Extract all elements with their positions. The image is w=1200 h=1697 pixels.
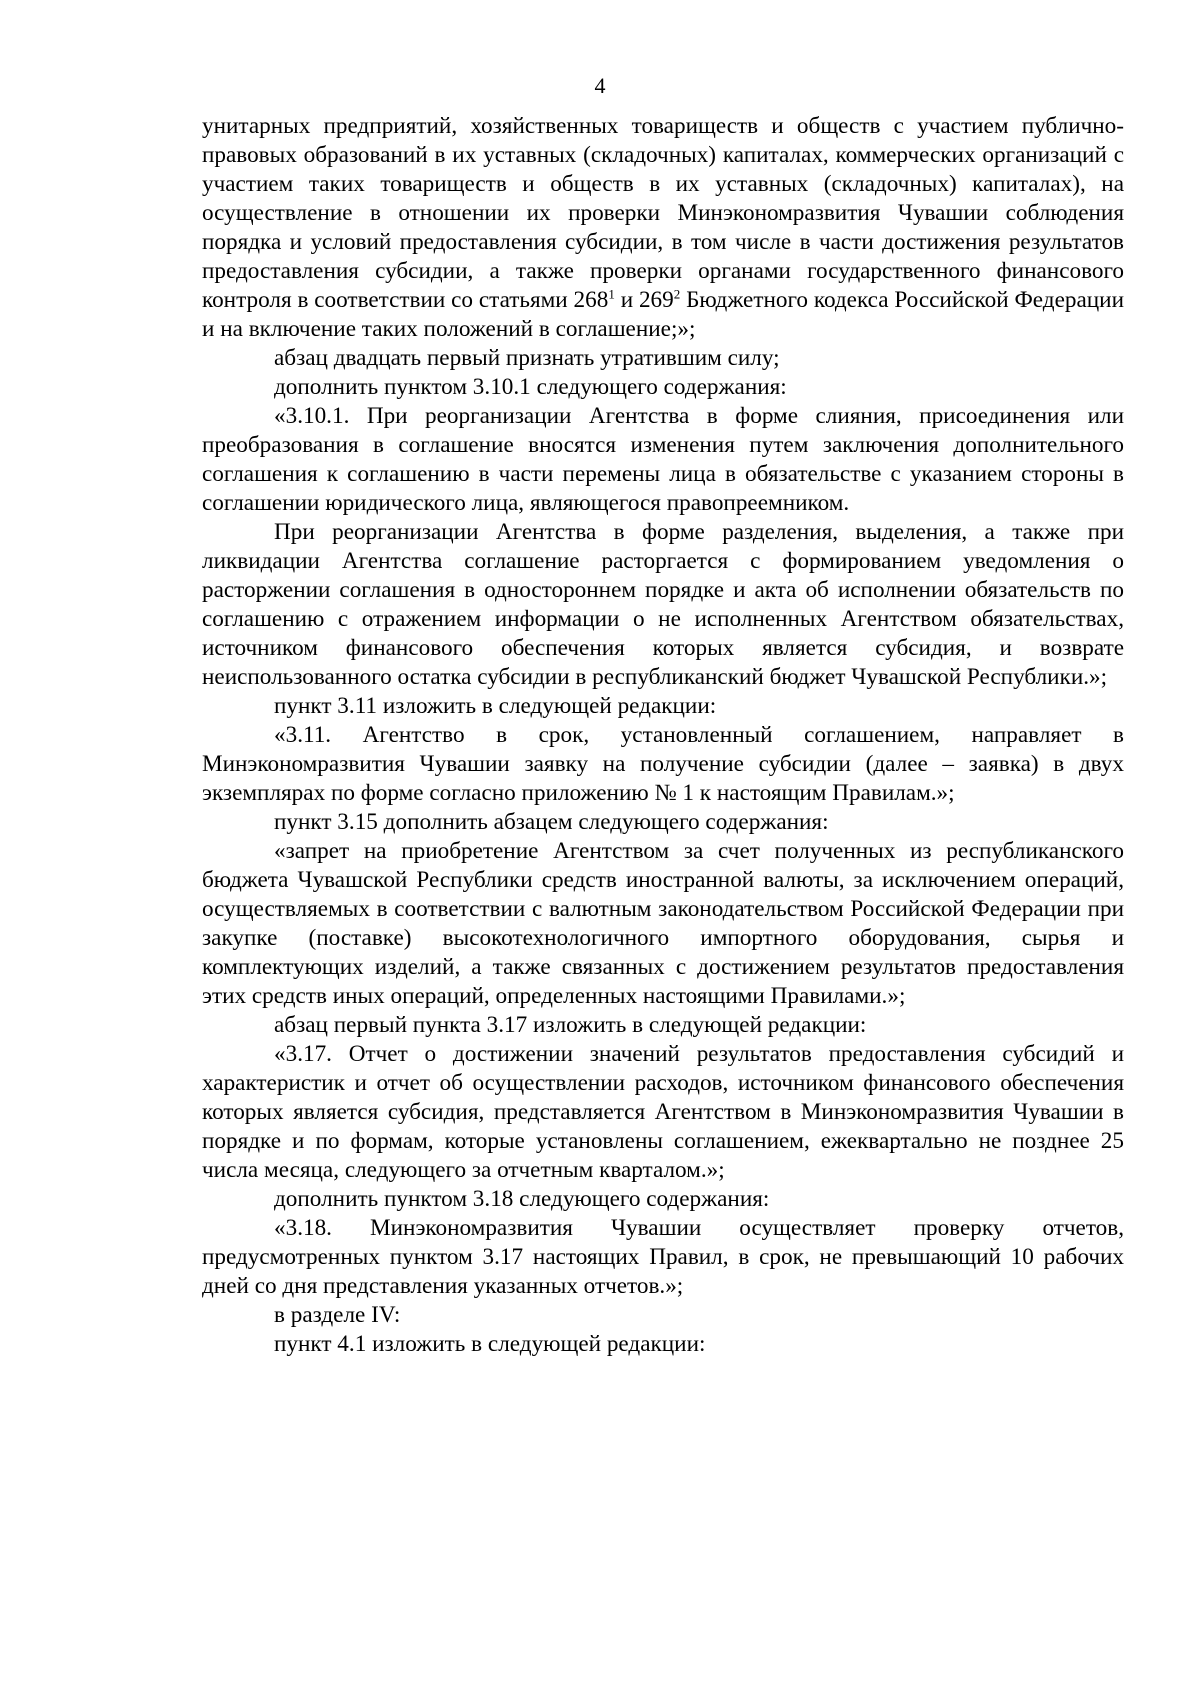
text-run: «3.18. Минэкономразвития Чувашии осуществляет проверку отчетов, предусмотренных пунктом 3.17 настоящих Правил, в срок, не превышающий 10 рабочих дней со дня представления указанных отчетов.»; <box>202 1215 1124 1299</box>
paragraph <box>202 692 1124 721</box>
paragraph <box>202 1040 1124 1185</box>
text-run: абзац двадцать первый признать утратившим силу; <box>274 345 780 371</box>
paragraph <box>202 1214 1124 1301</box>
text-run: При реорганизации Агентства в форме разделения, выделения, а также при ликвидации Агентства соглашение расторгается с формированием уведомления о расторжении соглашения в одностороннем порядке и акта об исполнении обязательств по соглашению с отражением информации о не исполненных Агентством обязательствах, источником финансового обеспечения которых является субсидия, и возврате неиспользованного остатка субсидии в республиканский бюджет Чувашской Республики.»; <box>202 519 1124 690</box>
superscript: 1 <box>608 286 615 302</box>
text-run: в разделе IV: <box>274 1302 401 1328</box>
text-run: «3.10.1. При реорганизации Агентства в форме слияния, присоединения или преобразования в соглашение вносятся изменения путем заключения дополнительного соглашения к соглашению в части перемены лица в обязательстве с указанием стороны в соглашении юридического лица, являющегося правопреемником. <box>202 403 1124 516</box>
superscript: 2 <box>673 286 681 302</box>
paragraph <box>202 402 1124 518</box>
document-body <box>202 112 1124 1359</box>
paragraph <box>202 837 1124 1011</box>
paragraph <box>202 1185 1124 1214</box>
text-run: «3.17. Отчет о достижении значений результатов предоставления субсидий и характеристик и отчет об осуществлении расходов, источником финансового обеспечения которых является субсидия, представляется Агентством в Минэкономразвития Чувашии в порядке и по формам, которые установлены соглашением, ежеквартально не позднее 25 числа месяца, следующего за отчетным кварталом.»; <box>202 1041 1124 1183</box>
text-run: пункт 4.1 изложить в следующей редакции: <box>274 1331 706 1357</box>
paragraph <box>202 1011 1124 1040</box>
paragraph <box>202 721 1124 808</box>
text-run: «запрет на приобретение Агентством за счет полученных из республиканского бюджета Чувашской Республики средств иностранной валюты, за исключением операций, осуществляемых в соответствии с валютным законодательством Российской Федерации при закупке (поставке) высокотехнологичного импортного оборудования, сырья и комплектующих изделий, а также связанных с достижением результатов предоставления этих средств иных операций, определенных настоящими Правилами.»; <box>202 838 1124 1009</box>
paragraph <box>202 808 1124 837</box>
paragraph <box>202 344 1124 373</box>
text-run: Бюджетного кодекса Российской Федерации и на включение таких положений в соглашение;»; <box>202 287 1124 342</box>
paragraph <box>202 112 1124 344</box>
text-run: пункт 3.11 изложить в следующей редакции: <box>274 693 717 719</box>
text-run: пункт 3.15 дополнить абзацем следующего содержания: <box>274 809 829 835</box>
paragraph <box>202 518 1124 692</box>
text-run: абзац первый пункта 3.17 изложить в следующей редакции: <box>274 1012 867 1038</box>
text-run: и 269 <box>614 287 674 313</box>
text-run: дополнить пунктом 3.18 следующего содержания: <box>274 1186 770 1212</box>
paragraph <box>202 373 1124 402</box>
text-run: «3.11. Агентство в срок, установленный соглашением, направляет в Минэкономразвития Чувашии заявку на получение субсидии (далее – заявка) в двух экземплярах по форме согласно приложению № 1 к настоящим Правилам.»; <box>202 722 1124 806</box>
text-run: дополнить пунктом 3.10.1 следующего содержания: <box>274 374 787 400</box>
paragraph <box>202 1330 1124 1359</box>
text-run: унитарных предприятий, хозяйственных товариществ и обществ с участием публично-правовых образований в их уставных (складочных) капиталах, коммерческих организаций с участием таких товариществ и обществ в их уставных (складочных) капиталах), на осуществление в отношении их проверки Минэкономразвития Чувашии соблюдения порядка и условий предоставления субсидии, в том числе в части достижения результатов предоставления субсидии, а также проверки органами государственного финансового контроля в соответствии со статьями 268 <box>202 113 1124 313</box>
page-number: 4 <box>594 73 606 98</box>
paragraph <box>202 1301 1124 1330</box>
